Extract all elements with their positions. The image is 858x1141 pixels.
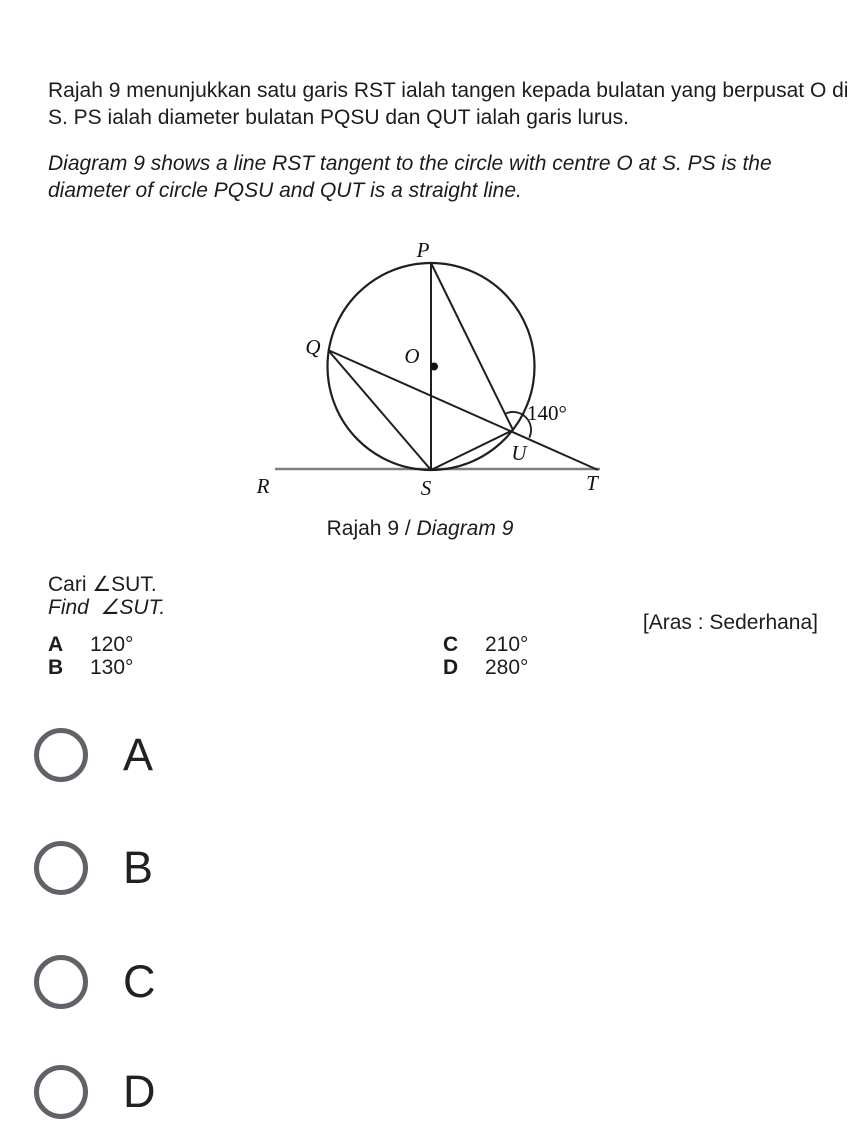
option-value-d: 280° bbox=[485, 656, 529, 679]
option-letter-c: C bbox=[443, 633, 459, 656]
option-value-a: 120° bbox=[90, 633, 134, 656]
option-row-c bbox=[443, 634, 528, 656]
question-text-english bbox=[48, 150, 772, 204]
answer-choice-c-label: C bbox=[123, 956, 156, 1007]
radio-button-c-icon[interactable] bbox=[34, 955, 88, 1009]
question-text-english-line2: diameter of circle PQSU and QUT is a straight line. bbox=[48, 179, 522, 202]
centre-dot-O bbox=[430, 363, 438, 371]
line-PU bbox=[431, 263, 513, 430]
option-value-c: 210° bbox=[485, 633, 529, 656]
option-value-b: 130° bbox=[90, 656, 134, 679]
question-text-malay bbox=[48, 77, 848, 131]
question-text-malay-line2: S. PS ialah diameter bulatan PQSU dan QUT ialah garis lurus. bbox=[48, 106, 629, 129]
answer-choice-a[interactable] bbox=[34, 728, 153, 782]
line-SU bbox=[431, 430, 513, 470]
radio-button-b-icon[interactable] bbox=[34, 841, 88, 895]
option-row-b bbox=[48, 657, 133, 679]
diagram-caption bbox=[230, 517, 610, 541]
answer-choice-b[interactable] bbox=[34, 841, 153, 895]
diagram-caption-english: Diagram 9 bbox=[416, 517, 514, 540]
radio-button-d-icon[interactable] bbox=[34, 1065, 88, 1119]
answer-choice-b-label: B bbox=[123, 842, 154, 893]
option-letter-d: D bbox=[443, 656, 459, 679]
option-row-d bbox=[443, 657, 528, 679]
label-U: U bbox=[511, 441, 527, 465]
circle-diagram bbox=[250, 233, 630, 505]
diagram-caption-malay: Rajah 9 / bbox=[326, 517, 417, 540]
label-R: R bbox=[256, 474, 270, 498]
radio-button-a-icon[interactable] bbox=[34, 728, 88, 782]
option-letter-a: A bbox=[48, 633, 64, 656]
answer-choice-d[interactable] bbox=[34, 1065, 156, 1119]
option-row-a bbox=[48, 634, 133, 656]
difficulty-level-tag: [Aras : Sederhana] bbox=[642, 611, 818, 634]
label-Q: Q bbox=[305, 335, 321, 359]
label-O: O bbox=[404, 344, 420, 368]
answer-choice-d-label: D bbox=[123, 1066, 156, 1117]
prompt-malay: Cari ∠SUT. bbox=[48, 573, 157, 596]
question-text-english-line1: Diagram 9 shows a line RST tangent to the circle with centre O at S. PS is the bbox=[48, 152, 772, 175]
angle-value-label: 140° bbox=[527, 401, 567, 425]
answer-choice-a-label: A bbox=[123, 729, 154, 780]
answer-choice-c[interactable] bbox=[34, 955, 156, 1009]
option-letter-b: B bbox=[48, 656, 64, 679]
label-T: T bbox=[586, 471, 598, 495]
label-P: P bbox=[416, 238, 430, 262]
label-S: S bbox=[420, 476, 432, 500]
question-text-malay-line1: Rajah 9 menunjukkan satu garis RST ialah tangen kepada bulatan yang berpusat O di bbox=[48, 79, 849, 102]
line-QS bbox=[328, 350, 431, 470]
prompt-english: Find ∠SUT. bbox=[48, 596, 166, 619]
